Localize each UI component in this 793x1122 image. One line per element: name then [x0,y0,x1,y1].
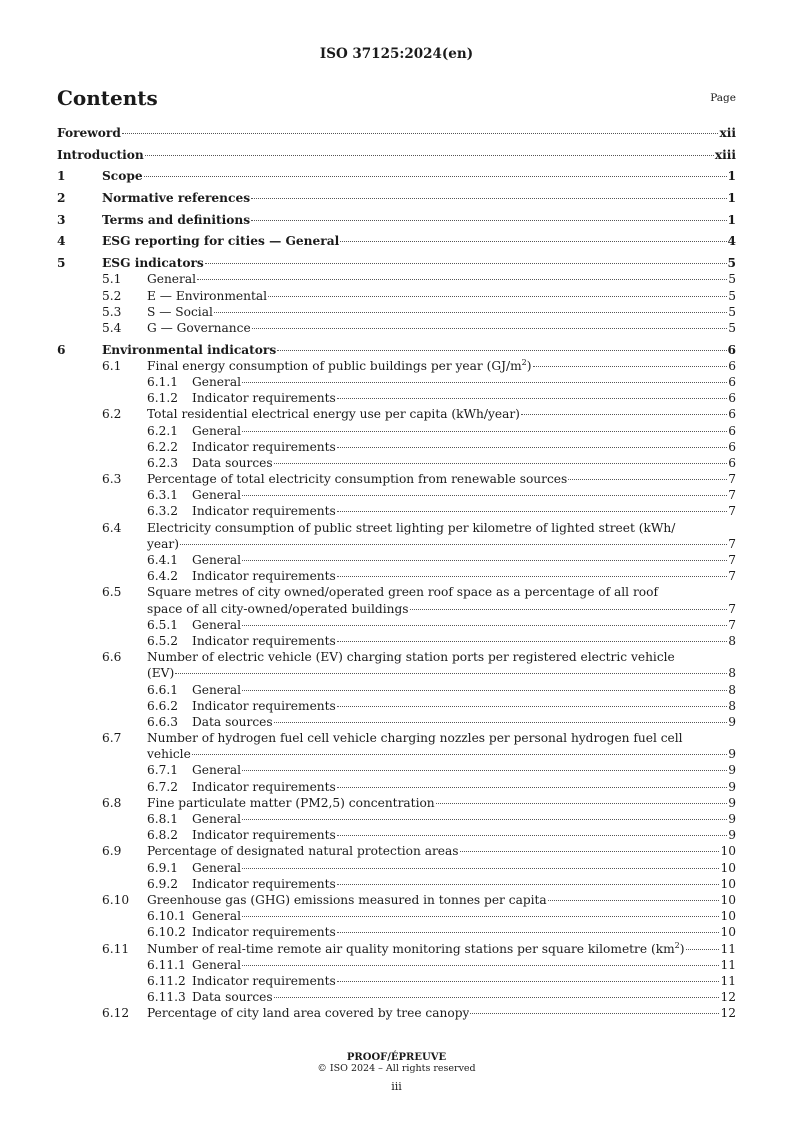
toc-entry-6-5-2[interactable]: 6.5.2 Indicator requirements 8 [147,633,736,648]
toc-entry-5-2[interactable]: 5.2 E — Environmental 5 [102,288,736,303]
toc-entry-6-3-1[interactable]: 6.3.1 General 7 [147,488,736,503]
document-header: ISO 37125:2024(en) [319,46,474,62]
toc-entry-6-4-1[interactable]: 6.4.1 General 7 [147,553,736,567]
proof-stamp: PROOF/ÉPREUVE [346,1052,447,1063]
toc-entry-6-7[interactable]: 6.7 Number of hydrogen fuel cell vehicle charging nozzles per personal hydrogen fuel cell vehicle 9 [102,731,736,762]
toc-entry-6-10-2[interactable]: 6.10.2 Indicator requirements 10 [147,925,736,940]
toc-entry-6[interactable]: 6 Environmental indicators 6 [57,342,736,357]
toc-entry-5-3[interactable]: 5.3 S — Social 5 [102,304,736,319]
toc-entry-6-2-1[interactable]: 6.2.1 General 6 [147,423,736,438]
toc-entry-6-10-1[interactable]: 6.10.1 General 10 [147,909,736,924]
toc-entry-6-1-1[interactable]: 6.1.1 General 6 [147,374,736,389]
toc-entry-6-11-3[interactable]: 6.11.3 Data sources 12 [147,990,736,1005]
toc-entry-6-12[interactable]: 6.12 Percentage of city land area covered by tree canopy 12 [102,1006,736,1021]
page-column-label: Page [710,92,736,104]
toc-entry-introduction[interactable]: Introduction xiii [57,147,736,162]
toc-entry-3[interactable]: 3 Terms and definitions 1 [57,212,736,227]
toc-entry-6-6-3[interactable]: 6.6.3 Data sources 9 [147,714,736,729]
toc-entry-6-8[interactable]: 6.8 Fine particulate matter (PM2,5) concentration 9 [102,795,736,810]
toc-entry-6-4[interactable]: 6.4 Electricity consumption of public street lighting per kilometre of lighted street (kWh/ year) 7 [102,520,736,551]
toc-entry-6-7-2[interactable]: 6.7.2 Indicator requirements 9 [147,779,736,794]
page-number: iii [391,1080,402,1093]
page-title: Contents [57,86,158,110]
toc-entry-6-6-1[interactable]: 6.6.1 General 8 [147,682,736,697]
toc-entry-5-4[interactable]: 5.4 G — Governance 5 [102,320,736,335]
toc-entry-6-5-1[interactable]: 6.5.1 General 7 [147,617,736,632]
toc-entry-6-6[interactable]: 6.6 Number of electric vehicle (EV) charging station ports per registered electric vehicle (EV) 8 [102,650,736,681]
toc-entry-5-1[interactable]: 5.1 General 5 [102,272,736,287]
toc-entry-foreword[interactable]: Foreword xii [57,126,736,140]
toc-entry-6-11-1[interactable]: 6.11.1 General 11 [147,957,736,972]
toc-entry-6-9[interactable]: 6.9 Percentage of designated natural protection areas 10 [102,844,736,859]
copyright-notice: © ISO 2024 – All rights reserved [317,1063,476,1074]
toc-entry-6-2-2[interactable]: 6.2.2 Indicator requirements 6 [147,439,736,454]
toc-entry-6-7-1[interactable]: 6.7.1 General 9 [147,763,736,778]
toc-entry-6-3[interactable]: 6.3 Percentage of total electricity consumption from renewable sources 7 [102,472,736,487]
toc-entry-1[interactable]: 1 Scope 1 [57,169,736,184]
toc-entry-6-11[interactable]: 6.11 Number of real-time remote air quality monitoring stations per square kilometre $(km^2)$ 11 [102,940,736,956]
toc-entry-6-9-1[interactable]: 6.9.1 General 10 [147,860,736,875]
toc-entry-6-2[interactable]: 6.2 Total residential electrical energy use per capita (kWh/year) 6 [102,407,736,422]
toc-entry-6-5[interactable]: 6.5 Square metres of city owned/operated green roof space as a percentage of all roof space of all city-owned/operated buildings 7 [102,585,736,616]
toc-entry-2[interactable]: 2 Normative references 1 [57,191,736,206]
toc-entry-6-10[interactable]: 6.10 Greenhouse gas (GHG) emissions measured in tonnes per capita 10 [102,892,736,907]
toc-entry-6-2-3[interactable]: 6.2.3 Data sources 6 [147,455,736,470]
toc-entry-5[interactable]: 5 ESG indicators 5 [57,256,736,271]
toc-entry-6-4-2[interactable]: 6.4.2 Indicator requirements 7 [147,569,736,584]
toc-entry-6-8-2[interactable]: 6.8.2 Indicator requirements 9 [147,828,736,843]
toc-entry-6-11-2[interactable]: 6.11.2 Indicator requirements 11 [147,973,736,988]
toc-entry-6-6-2[interactable]: 6.6.2 Indicator requirements 8 [147,698,736,713]
toc-entry-4[interactable]: 4 ESG reporting for cities — General 4 [57,234,736,249]
table-of-contents [57,125,736,1021]
toc-entry-6-3-2[interactable]: 6.3.2 Indicator requirements 7 [147,504,736,519]
toc-entry-6-9-2[interactable]: 6.9.2 Indicator requirements 10 [147,876,736,891]
toc-entry-6-8-1[interactable]: 6.8.1 General 9 [147,812,736,826]
toc-entry-6-1-2[interactable]: 6.1.2 Indicator requirements 6 [147,391,736,406]
toc-entry-6-1[interactable]: 6.1 Final energy consumption of public buildings per year $(GJ/m^2)$ 6 [102,357,736,373]
page-footer [0,1052,793,1093]
